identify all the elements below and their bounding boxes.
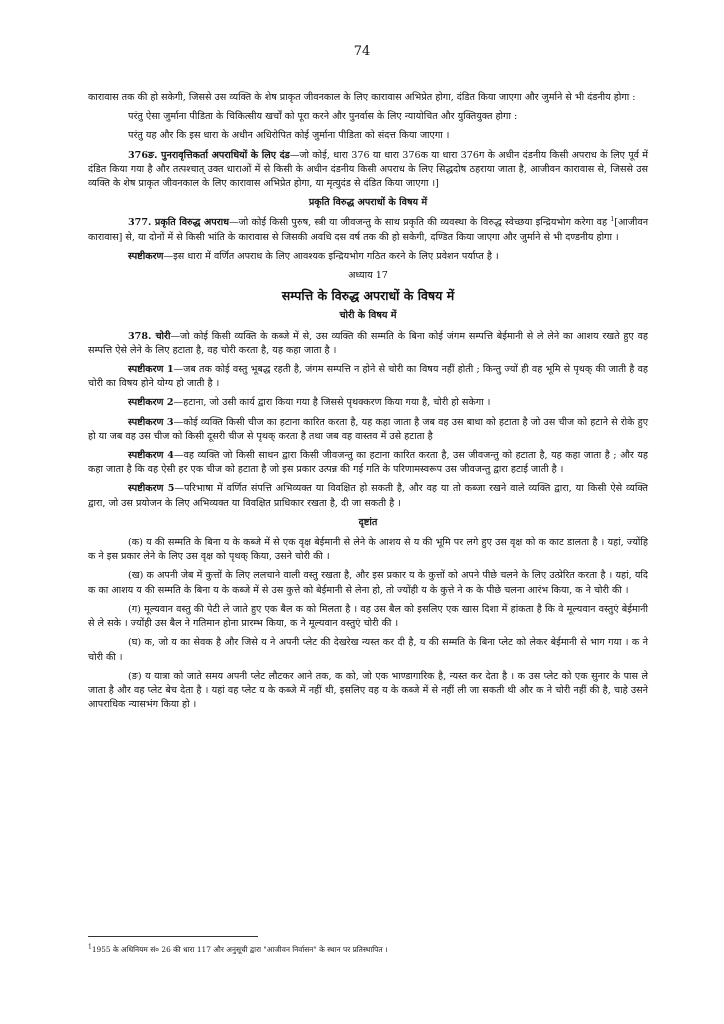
explanation-label: स्पष्टीकरण xyxy=(128,250,164,262)
intro-paragraph: कारावास तक की हो सकेगी, जिससे उस व्यक्ति के शेष प्राकृत जीवनकाल के लिए कारावास अभिप्रेत होगा, दंडित किया जाएगा और जुर्माने से भी दंडनीय होगा : xyxy=(88,92,636,103)
illustration-paragraph: (क) य की सम्मति के बिना य के कब्जे में से एक वृक्ष बेईमानी से लेने के आशय से य की भूमि पर लगे हुए उस वृक्ष को क काट डालता है । यहां, ज्योंहि क ने इस प्रकार लेने के लिए उस वृक्ष को पृथक् किया, उसने चोरी की । xyxy=(88,537,648,563)
explanation-text: —वह व्यक्ति जो किसी साधन द्वारा किसी जीवजन्तु का हटाना कारित करता है, उस जीवजन्तु को हटाता है, यह कहा जाता है ; और यह कहा जाता है कि वह ऐसी हर एक चीज को हटाता है जो इस प्रकार उत्पन्न की गई गति के परिणामस्वरूप उस जीवजन्तु द्वारा हटाई जाती है । xyxy=(88,450,648,476)
page-body xyxy=(88,91,648,717)
footnote-divider xyxy=(88,936,258,937)
section-text: —जो कोई किसी पुरुष, स्त्री या जीवजन्तु के साथ प्रकृति की व्यवस्था के विरुद्ध स्वेच्छया इन्द्रियभोग करेगा वह xyxy=(229,217,611,229)
explanation-paragraph xyxy=(88,416,648,444)
section-378 xyxy=(88,330,648,358)
proviso-paragraph: परंतु ऐसा जुर्माना पीडिता के चिकित्सीय खर्चों को पूरा करने और पुनर्वास के लिए न्यायोचित और युक्तियुक्त होगा : xyxy=(128,111,518,123)
footnote xyxy=(88,944,648,955)
explanation-text: —कोई व्यक्ति किसी चीज का हटाना कारित करता है, यह कहा जाता है जब वह उस बाधा को हटाता है जो उस चीज को हटाने से रोके हुए हो या जब वह उस चीज को किसी दूसरी चीज से पृथक् करता है तथा जब वह वास्तव में उसे हटाता है xyxy=(88,416,648,442)
page-number: 74 xyxy=(353,44,371,59)
explanation-label: स्पष्टीकरण 5 xyxy=(128,483,175,495)
section-376e xyxy=(88,149,648,192)
footnote-marker: 1 xyxy=(610,216,615,224)
explanation-label: स्पष्टीकरण 2 xyxy=(128,397,174,409)
chapter-label: अध्याय 17 xyxy=(348,270,388,282)
explanation-text: —जब तक कोई वस्तु भूबद्ध रहती है, जंगम सम्पत्ति न होने से चोरी का विषय नहीं होती ; किन्तु ज्यों ही वह भूमि से पृथक् की जाती है वह चोरी का विषय होने योग्य हो जाती है । xyxy=(88,364,649,390)
section-377 xyxy=(88,216,648,244)
section-377-explanation xyxy=(88,250,648,264)
section-text: —जो कोई, धारा 376 या धारा 376क या धारा 376ग के अधीन दंडनीय किसी अपराध के लिए पूर्व में दंडित किया गया है और तत्पश्चात् उक्त धाराओं में से किसी के अधीन दंडनीय किसी अपराध के लिए सिद्धदोष ठहराया जाता है, आजीवन कारावास से, जिससे उस व्यक्ति के शेष प्राकृत जीवनकाल के लिए कारावास अभिप्रेत होगा, या मृत्युदंड से दंडित किया जाएगा ।] xyxy=(88,149,648,190)
explanation-text: —हटाना, जो उसी कार्य द्वारा किया गया है जिससे पृथक्करण किया गया है, चोरी हो सकेगा । xyxy=(173,397,491,409)
subheading-unnatural-offences: प्रकृति विरुद्ध अपराधों के विषय में xyxy=(308,197,428,209)
section-heading: 376ङ. पुनरावृत्तिकर्ता अपराधियों के लिए दंड xyxy=(128,149,290,161)
proviso-paragraph: परंतु यह और कि इस धारा के अधीन अधिरोपित कोई जुर्माना पीडिता को संदत्त किया जाएगा । xyxy=(128,130,450,142)
illustration-paragraph: (ङ) य यात्रा को जाते समय अपनी प्लेट लौटकर आने तक, क को, जो एक भाण्डागारिक है, न्यस्त कर देता है । क उस प्लेट को एक सुनार के पास ले जाता है और वह प्लेट बेच देता है । यहां वह प्लेट य के कब्जे में नहीं थी, इसलिए वह य के कब्जे में से नहीं ली जा सकती थी और क ने चोरी नहीं की है, चाहे उसने आपराधिक न्यासभंग किया हो । xyxy=(88,670,648,711)
chapter-title: सम्पत्ति के विरुद्ध अपराधों के विषय में xyxy=(281,288,455,304)
explanation-paragraph xyxy=(88,363,648,391)
section-heading: 377. प्रकृति विरुद्ध अपराध xyxy=(128,217,230,229)
footnote-marker: 1 xyxy=(88,943,92,951)
explanation-text: —परिभाषा में वर्णित संपत्ति अभिव्यक्त या विवक्षित हो सकती है, और वह या तो कब्जा रखने वाले व्यक्ति द्वारा, या किसी ऐसे व्यक्ति द्वारा, जो उस प्रयोजन के लिए अभिव्यक्त या विवक्षित प्राधिकार रखता है, दी जा सकती है । xyxy=(88,483,648,509)
explanation-label: स्पष्टीकरण 1 xyxy=(128,364,174,376)
section-text: —जो कोई किसी व्यक्ति के कब्जे में से, उस व्यक्ति की सम्मति के बिना कोई जंगम सम्पत्ति बेईमानी से ले लेने का आशय रखते हुए वह सम्पत्ति ऐसे लेने के लिए हटाता है, वह चोरी करता है, यह कहा जाता है । xyxy=(88,330,648,356)
illustration-paragraph: (ख) क अपनी जेब में कुत्तों के लिए ललचाने वाली वस्तु रखता है, और इस प्रकार य के कुत्तों को अपने पीछे चलने के लिए उत्प्रेरित करता है । यहां, यदि क का आशय य की सम्मति के बिना य के कब्जे में से उस कुत्ते को बेईमानी से लेना हो, तो ज्योंही य के कुत्ते ने क के पीछे चलना आरंभ किया, क ने चोरी की । xyxy=(88,570,648,596)
explanation-paragraph xyxy=(88,482,648,510)
explanation-paragraph xyxy=(88,396,648,410)
explanation-text: —इस धारा में वर्णित अपराध के लिए आवश्यक इन्द्रियभोग गठित करने के लिए प्रवेशन पर्याप्त है । xyxy=(163,250,499,262)
explanation-paragraph xyxy=(88,449,648,477)
subheading-illustrations: दृष्टांत xyxy=(358,516,378,528)
explanation-label: स्पष्टीकरण 3 xyxy=(128,416,174,428)
subheading-theft: चोरी के विषय में xyxy=(339,310,397,322)
section-text: [आजीवन कारावास] से, या दोनों में से किसी भांति के कारावास से जिसकी अवधि दस वर्ष तक की हो सकेगी, दण्डित किया जाएगा और जुर्माने से भी दण्डनीय होगा । xyxy=(88,217,649,243)
illustration-paragraph: (घ) क, जो य का सेवक है और जिसे य ने अपनी प्लेट की देखरेख न्यस्त कर दी है, य की सम्मति के बिना प्लेट को लेकर बेईमानी से भाग गया । क ने चोरी की । xyxy=(88,637,648,663)
footnote-text: 1955 के अधिनियम सं० 26 की धारा 117 और अनुसूची द्वारा "आजीवन निर्वासन" के स्थान पर प्रतिस्थापित । xyxy=(91,945,388,954)
illustration-paragraph: (ग) मूल्यवान वस्तु की पेटी ले जाते हुए एक बैल क को मिलता है । वह उस बैल को इसलिए एक खास दिशा में हांकता है कि वे मूल्यवान वस्तुएं बेईमानी से ले सके । ज्योंही उस बैल ने गतिमान होना प्रारम्भ किया, क ने मूल्यवान वस्तुएं चोरी की । xyxy=(88,603,648,630)
section-heading: 378. चोरी xyxy=(128,330,171,342)
explanation-label: स्पष्टीकरण 4 xyxy=(128,450,174,462)
